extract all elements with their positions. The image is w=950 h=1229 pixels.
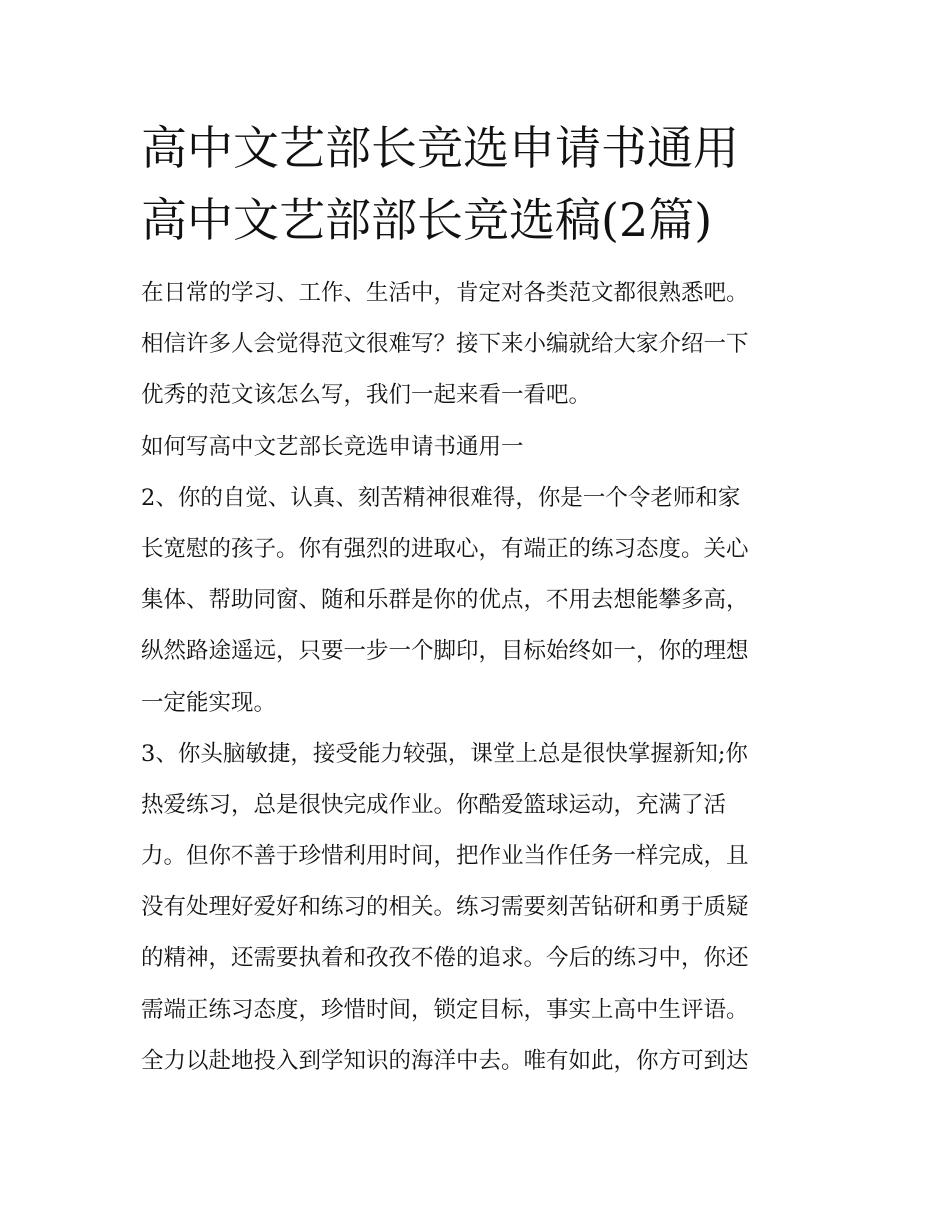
body-line: 集体、帮助同窗、随和乐群是你的优点，不用去想能攀多高，	[141, 587, 749, 614]
title-line-2: 高中文艺部部长竞选稿(2篇)	[141, 193, 713, 247]
body-line: 相信许多人会觉得范文很难写？接下来小编就给大家介绍一下	[141, 331, 749, 358]
document-title	[141, 112, 821, 256]
body-line: 3、你头脑敏捷，接受能力较强，课堂上总是很快掌握新知;你	[141, 740, 748, 767]
body-line: 2、你的自觉、认真、刻苦精神很难得，你是一个令老师和家	[141, 484, 741, 511]
title-line-1: 高中文艺部长竞选申请书通用	[141, 121, 739, 175]
body-line: 的精神，还需要执着和孜孜不倦的追求。今后的练习中，你还	[141, 945, 749, 972]
body-line: 长宽慰的孩子。你有强烈的进取心，有端正的练习态度。关心	[141, 535, 749, 562]
body-line: 全力以赴地投入到学知识的海洋中去。唯有如此，你方可到达	[141, 1047, 749, 1074]
body-line: 没有处理好爱好和练习的相关。练习需要刻苦钻研和勇于质疑	[141, 894, 749, 921]
section-heading: 如何写高中文艺部长竞选申请书通用一	[141, 433, 524, 460]
body-line: 在日常的学习、工作、生活中，肯定对各类范文都很熟悉吧。	[141, 280, 749, 306]
body-line: 力。但你不善于珍惜利用时间，把作业当作任务一样完成，且	[141, 843, 749, 870]
body-line: 热爱练习，总是很快完成作业。你酷爱篮球运动，充满了活	[141, 791, 727, 818]
body-line: 优秀的范文该怎么写，我们一起来看一看吧。	[141, 382, 592, 409]
body-line: 一定能实现。	[141, 689, 277, 716]
body-line: 纵然路途遥远，只要一步一个脚印，目标始终如一，你的理想	[141, 638, 749, 665]
document-content	[141, 112, 821, 1087]
document-body	[141, 268, 821, 1087]
body-line: 需端正练习态度，珍惜时间，锁定目标，事实上高中生评语。	[141, 996, 749, 1023]
